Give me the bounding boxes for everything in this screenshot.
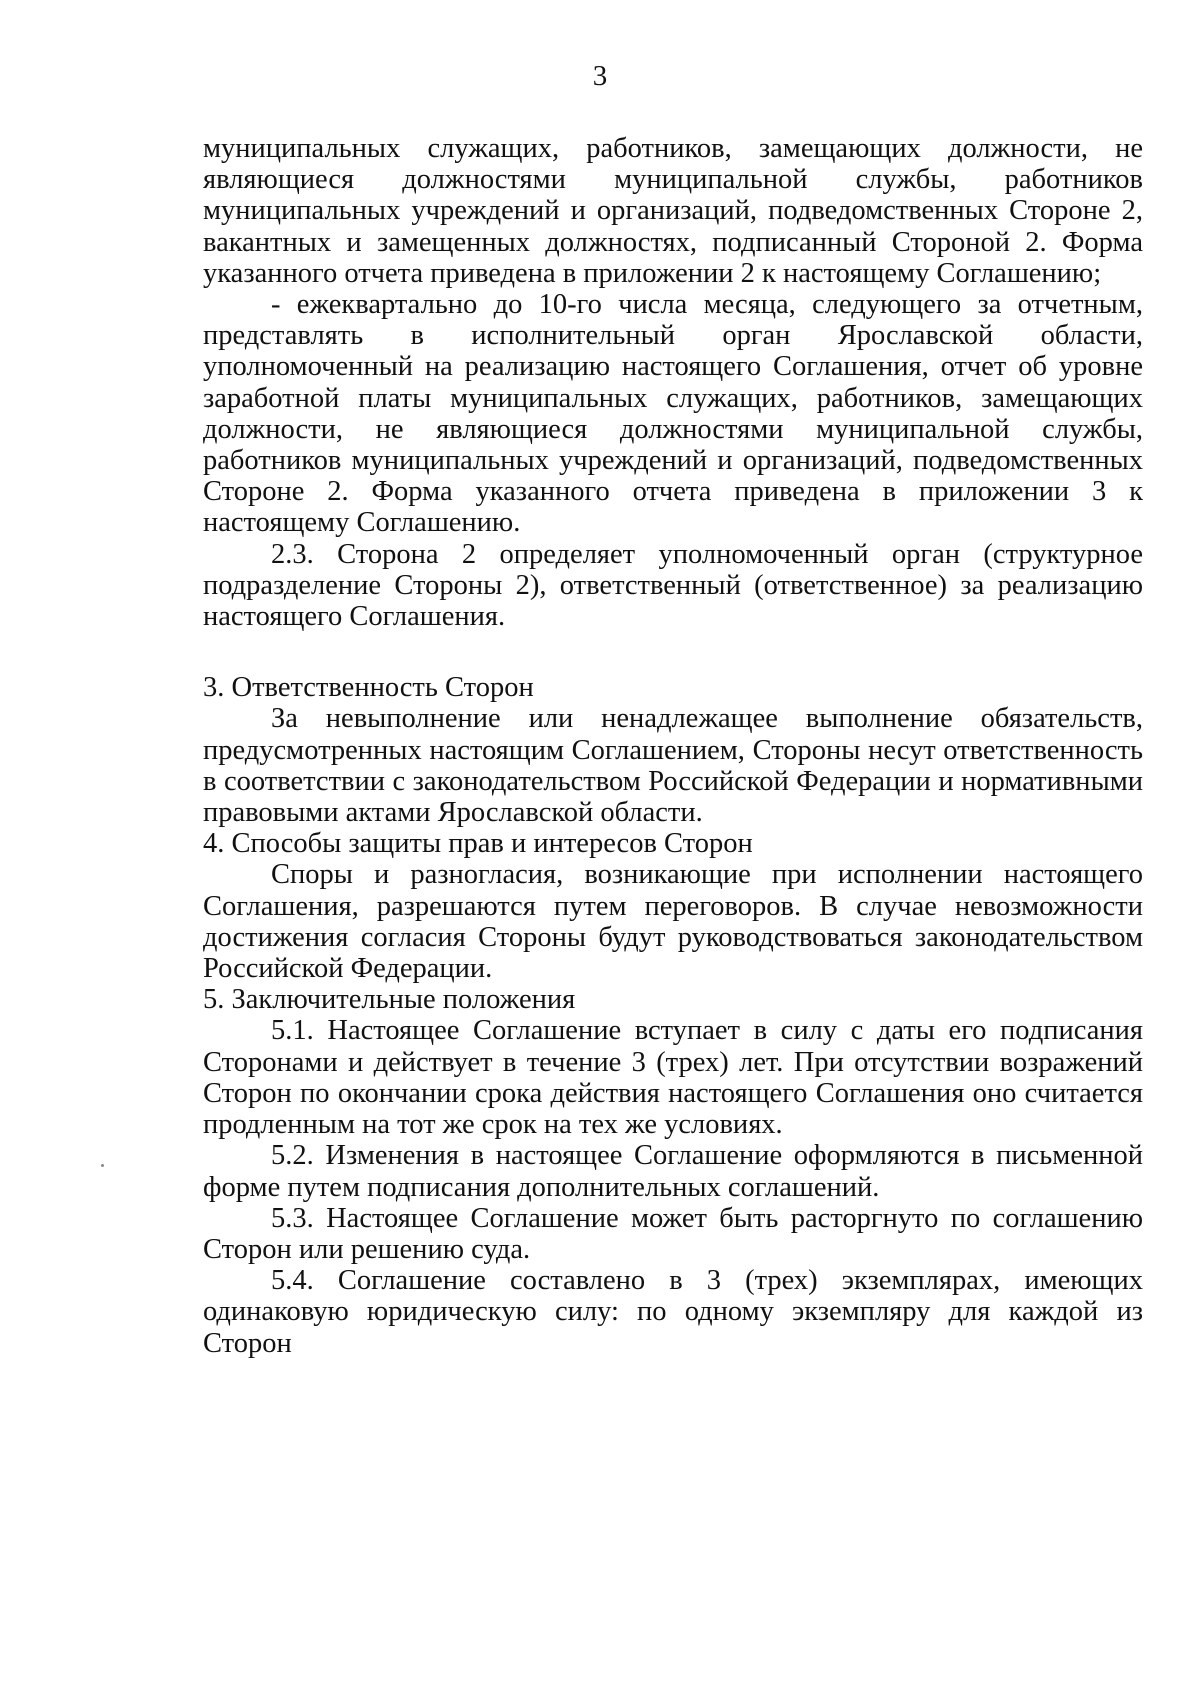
- paragraph-5-1: 5.1. Настоящее Соглашение вступает в силу с даты его подписания Сторонами и действует в течение 3 (трех) лет. При отсутствии возражений Сторон по окончании срока действия настоящего Соглашения оно считается продленным на тот же срок на тех же условиях.: [203, 1015, 1143, 1141]
- paragraph-quarterly-report: - ежеквартально до 10-го числа месяца, следующего за отчетным, представлять в исполнительный орган Ярославской области, уполномоченный на реализацию настоящего Соглашения, отчет об уровне заработной платы муниципальных служащих, работников, замещающих должности, не являющиеся должностями муниципальной службы, работников муниципальных учреждений и организаций, подведомственных Стороне 2. Форма указанного отчета приведена в приложении 3 к настоящему Соглашению.: [203, 289, 1143, 539]
- paragraph-2-3: 2.3. Сторона 2 определяет уполномоченный орган (структурное подразделение Стороны 2), ответственный (ответственное) за реализацию настоящего Соглашения.: [203, 538, 1143, 633]
- paragraph-continuation: муниципальных служащих, работников, замещающих должности, не являющиеся должностями муниципальной службы, работников муниципальных учреждений и организаций, подведомственных Стороне 2, вакантных и замещенных должностях, подписанный Стороной 2. Форма указанного отчета приведена в приложении 2 к настоящему Соглашению;: [203, 133, 1143, 289]
- page-number: 3: [592, 60, 608, 92]
- section-heading-5: 5. Заключительные положения: [203, 984, 576, 1016]
- paragraph-responsibility: За невыполнение или ненадлежащее выполнение обязательств, предусмотренных настоящим Соглашением, Стороны несут ответственность в соответствии с законодательством Российской Федерации и нормативными правовыми актами Ярославской области.: [203, 703, 1143, 829]
- paragraph-5-3: 5.3. Настоящее Соглашение может быть расторгнуто по соглашению Сторон или решению суда.: [203, 1202, 1143, 1265]
- section-heading-4: 4. Способы защиты прав и интересов Сторон: [203, 828, 753, 860]
- paragraph-5-4: 5.4. Соглашение составлено в 3 (трех) экземплярах, имеющих одинаковую юридическую силу: по одному экземпляру для каждой из Сторон: [203, 1265, 1143, 1359]
- paragraph-5-2: 5.2. Изменения в настоящее Соглашение оформляются в письменной форме путем подписания дополнительных соглашений.: [203, 1140, 1143, 1203]
- section-heading-3: 3. Ответственность Сторон: [203, 672, 534, 704]
- paragraph-disputes: Споры и разногласия, возникающие при исполнении настоящего Соглашения, разрешаются путем переговоров. В случае невозможности достижения согласия Стороны будут руководствоваться законодательством Российской Федерации.: [203, 859, 1143, 985]
- scan-speck: [101, 1164, 104, 1167]
- document-body: [203, 133, 1143, 1359]
